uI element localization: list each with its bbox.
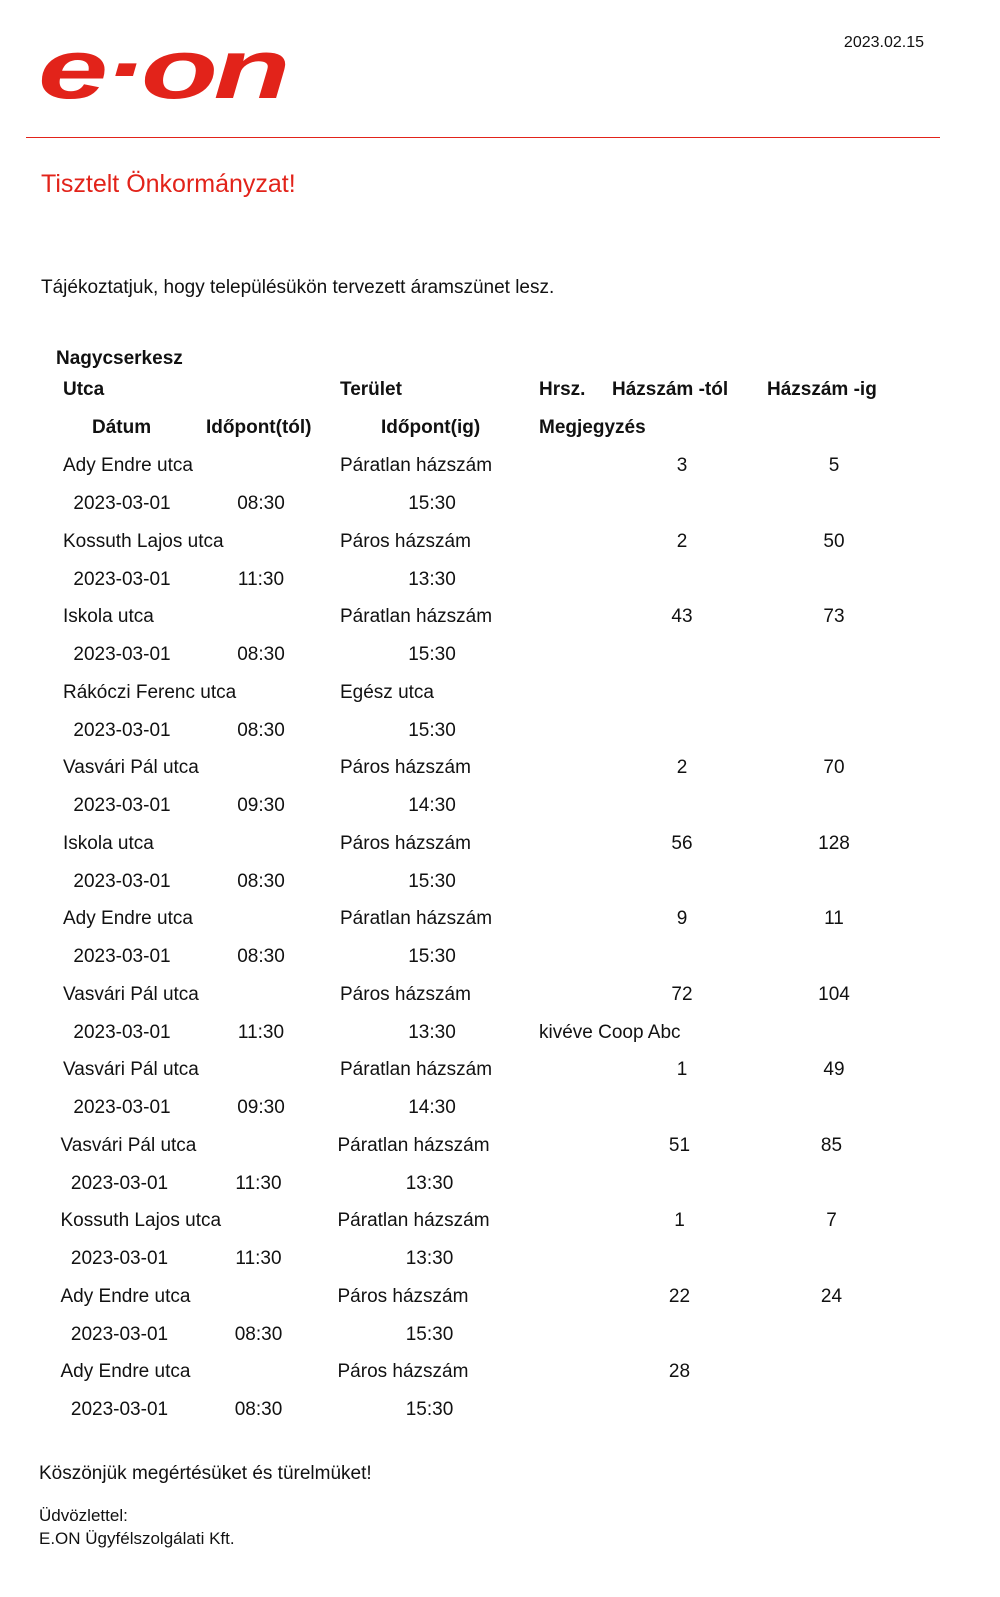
house-from-cell: 1 [674,1210,685,1231]
area-cell: Páratlan házszám [340,606,493,627]
time-to-cell: 15:30 [408,644,456,665]
time-from-cell: 08:30 [234,1399,283,1420]
signature-greeting: Üdvözlettel: [39,1506,128,1525]
time-to-cell: 13:30 [405,1172,454,1194]
greeting: Tisztelt Önkormányzat! [41,170,296,198]
time-to-cell: 15:30 [408,719,456,741]
header-house-to: Házszám -ig [767,379,877,400]
date-cell: 2023-03-01 [73,1021,171,1043]
time-from-cell: 08:30 [237,946,285,967]
street-cell: Ady Endre utca [63,455,193,476]
house-from-cell: 1 [676,1059,688,1080]
street-cell: Iskola utca [63,832,154,854]
time-from-cell: 08:30 [237,493,285,514]
house-from-cell: 51 [668,1134,691,1156]
header-street: Utca [63,379,105,400]
street-cell: Ady Endre utca [63,908,193,929]
time-from-cell: 09:30 [237,795,285,816]
street-cell: Ady Endre utca [60,1361,191,1382]
time-to-cell: 15:30 [408,493,456,514]
house-to-cell: 104 [818,983,850,1005]
date-cell: 2023-03-01 [73,795,171,816]
area-cell: Páros házszám [340,530,471,552]
time-to-cell: 15:30 [408,946,456,967]
date-cell: 2023-03-01 [70,1172,169,1194]
header-divider [26,137,940,138]
header-hrsz: Hrsz. [539,379,586,400]
header-time-from: Időpont(tól) [206,417,312,438]
street-cell: Vasvári Pál utca [60,1134,197,1156]
time-from-cell: 08:30 [234,1323,283,1345]
date-cell: 2023-03-01 [73,719,171,741]
time-from-cell: 08:30 [237,870,285,892]
eon-logo [38,28,290,112]
date-cell: 2023-03-01 [73,1097,171,1118]
intro-text: Tájékoztatjuk, hogy településükön tervezett áramszünet lesz. [41,277,555,298]
signature-company: E.ON Ügyfélszolgálati Kft. [39,1529,235,1548]
time-to-cell: 13:30 [408,568,456,590]
date-cell: 2023-03-01 [73,870,171,892]
house-from-cell: 2 [676,757,688,778]
street-cell: Vasvári Pál utca [63,1059,199,1080]
time-from-cell: 08:30 [237,644,285,665]
street-cell: Vasvári Pál utca [63,983,199,1005]
time-to-cell: 15:30 [408,870,456,892]
house-to-cell: 24 [820,1285,843,1307]
date-cell: 2023-03-01 [73,946,171,967]
area-cell: Páratlan házszám [337,1134,490,1156]
header-note: Megjegyzés [539,417,646,438]
street-cell: Iskola utca [63,606,154,627]
street-cell: Ady Endre utca [60,1285,191,1307]
header-house-from: Házszám -tól [612,379,729,400]
time-to-cell: 13:30 [405,1248,454,1269]
street-cell: Rákóczi Ferenc utca [63,681,237,703]
house-to-cell: 70 [823,757,845,778]
logo-text: e·on [38,28,286,112]
closing-text: Köszönjük megértésüket és türelmüket! [39,1463,372,1484]
area-cell: Páratlan házszám [337,1210,490,1231]
house-from-cell: 2 [676,530,688,552]
note-cell: kivéve Coop Abc [539,1021,681,1043]
time-from-cell: 08:30 [237,719,285,741]
date-cell: 2023-03-01 [70,1399,169,1420]
time-to-cell: 15:30 [405,1399,454,1420]
house-to-cell: 5 [828,455,840,476]
area-cell: Páros házszám [337,1285,469,1307]
house-to-cell: 85 [820,1134,843,1156]
date-cell: 2023-03-01 [70,1323,169,1345]
time-from-cell: 11:30 [237,568,285,590]
header-date: Dátum [92,417,152,438]
time-to-cell: 15:30 [405,1323,454,1345]
house-to-cell: 49 [823,1059,845,1080]
time-from-cell: 11:30 [235,1248,282,1269]
house-from-cell: 43 [671,606,693,627]
area-cell: Páratlan házszám [340,455,493,476]
house-from-cell: 3 [676,455,688,476]
header-time-to: Időpont(ig) [381,417,481,438]
time-to-cell: 13:30 [408,1021,456,1043]
area-cell: Páratlan házszám [340,908,493,929]
time-to-cell: 14:30 [408,1097,456,1118]
area-cell: Páros házszám [340,832,471,854]
house-to-cell: 11 [824,908,844,929]
house-to-cell: 50 [823,530,845,552]
area-cell: Páros házszám [340,757,471,778]
time-from-cell: 11:30 [237,1021,285,1043]
date-cell: 2023-03-01 [73,568,171,590]
street-cell: Vasvári Pál utca [63,757,199,778]
area-cell: Páratlan házszám [340,1059,493,1080]
house-to-cell: 128 [818,832,850,854]
house-to-cell: 7 [826,1210,837,1231]
time-to-cell: 14:30 [408,795,456,816]
header-area: Terület [340,379,402,400]
house-from-cell: 72 [671,983,693,1005]
area-cell: Egész utca [340,681,434,703]
date-cell: 2023-03-01 [73,493,171,514]
house-from-cell: 9 [676,908,688,929]
area-cell: Páros házszám [340,983,471,1005]
house-from-cell: 56 [671,832,693,854]
house-from-cell: 28 [668,1361,691,1382]
street-cell: Kossuth Lajos utca [60,1210,222,1231]
time-from-cell: 09:30 [237,1097,285,1118]
street-cell: Kossuth Lajos utca [63,530,224,552]
town-name: Nagycserkesz [56,348,183,369]
house-from-cell: 22 [668,1285,691,1307]
date-cell: 2023-03-01 [73,644,171,665]
document-date: 2023.02.15 [843,34,924,51]
area-cell: Páros házszám [337,1361,469,1382]
time-from-cell: 11:30 [235,1172,282,1194]
house-to-cell: 73 [823,606,845,627]
date-cell: 2023-03-01 [70,1248,169,1269]
